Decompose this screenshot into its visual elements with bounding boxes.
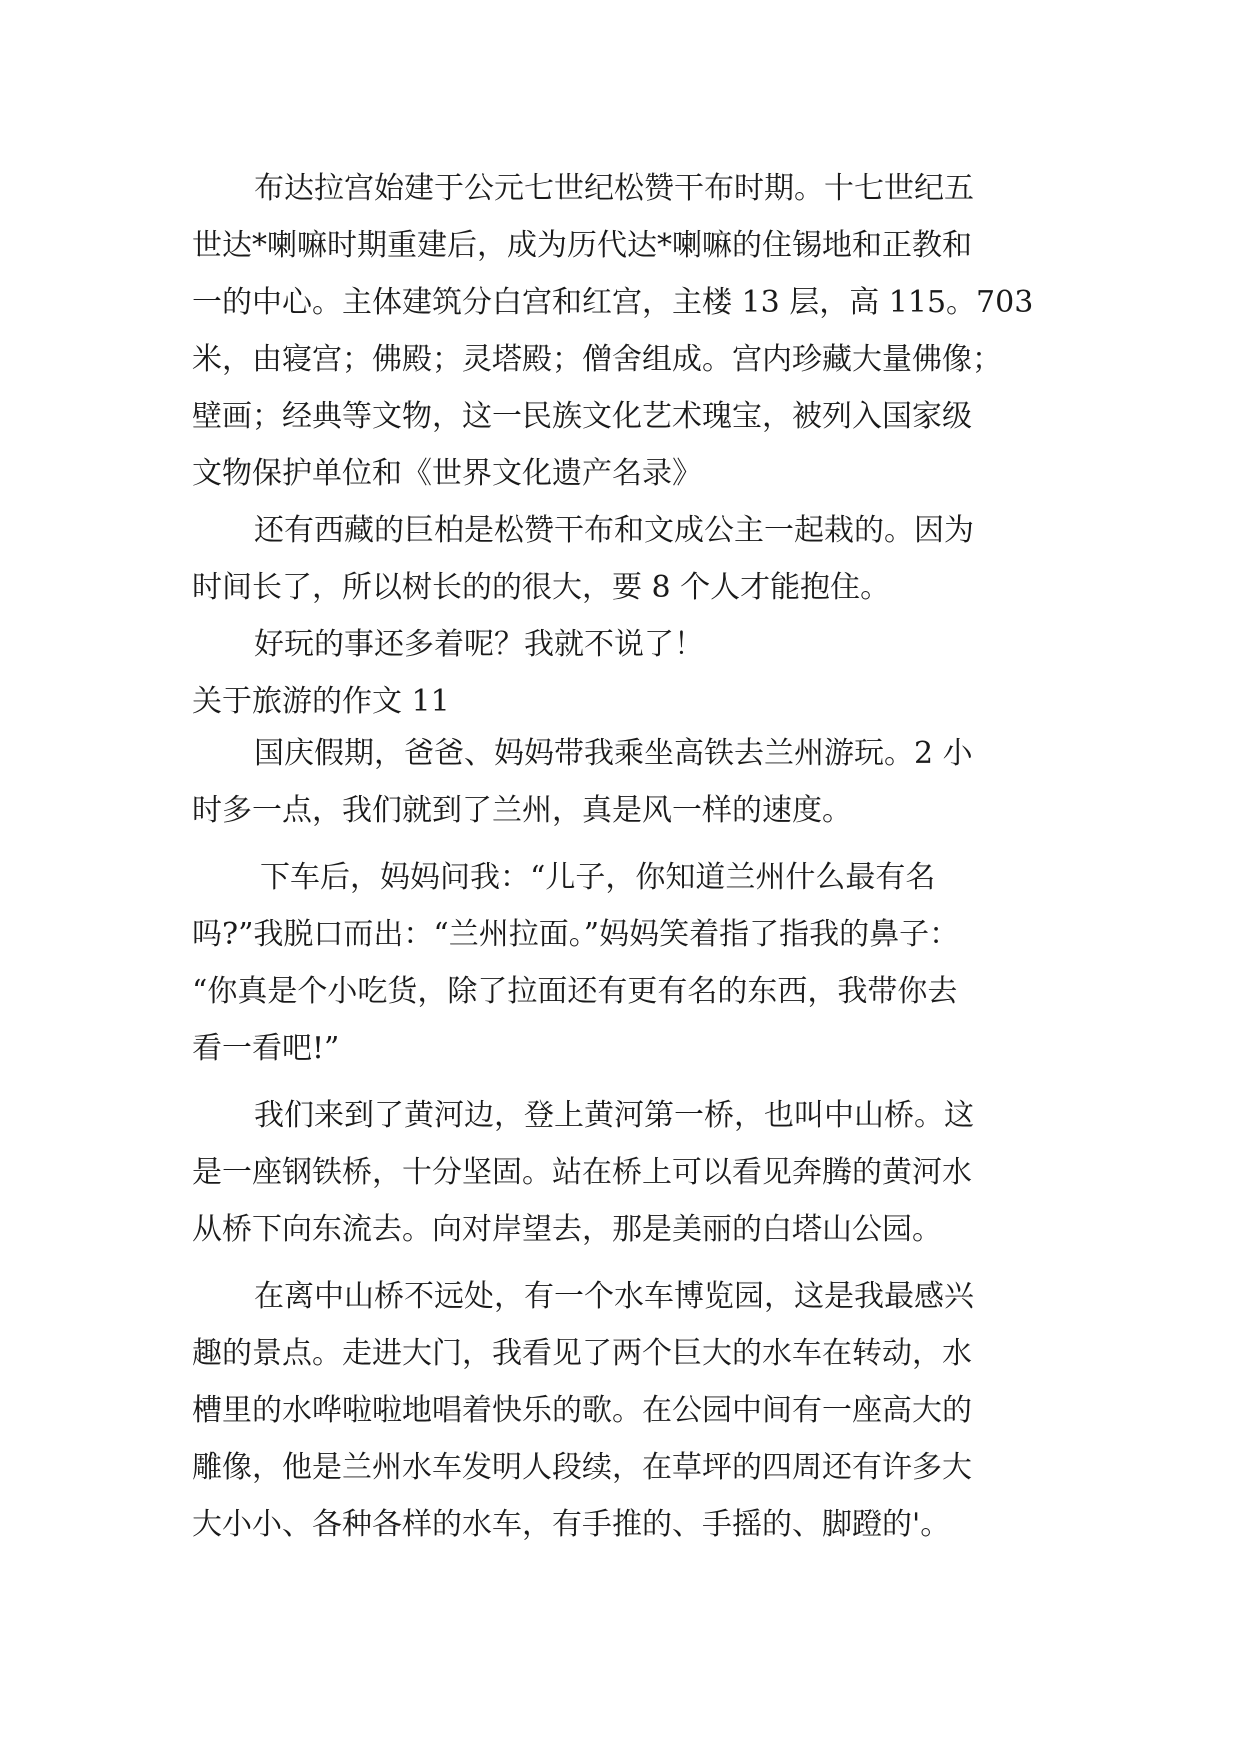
paragraph-waterwheel	[192, 1268, 1052, 1553]
text-line: “你真是个小吃货，除了拉面还有更有名的东西，我带你去	[192, 974, 958, 1009]
text-line: 趣的景点。走进大门，我看见了两个巨大的水车在转动，水	[192, 1336, 972, 1371]
essay-heading: 关于旅游的作文 11	[192, 684, 450, 719]
text-line: 时多一点，我们就到了兰州，真是风一样的速度。	[192, 793, 852, 828]
text-line: 好玩的事还多着呢？我就不说了！	[254, 627, 704, 662]
text-line: 是一座钢铁桥，十分坚固。站在桥上可以看见奔腾的黄河水	[192, 1155, 972, 1190]
text-line: 吗?”我脱口而出：“兰州拉面。”妈妈笑着指了指我的鼻子：	[192, 917, 960, 952]
text-line: 一的中心。主体建筑分白宫和红宫，主楼 13 层，高 115。703	[192, 285, 1034, 320]
text-line: 国庆假期，爸爸、妈妈带我乘坐高铁去兰州游玩。2 小	[254, 736, 973, 771]
paragraph-fun	[192, 616, 1052, 673]
text-line: 看一看吧!”	[192, 1031, 340, 1066]
text-line: 大小小、各种各样的水车，有手推的、手摇的、脚蹬的'。	[192, 1507, 951, 1542]
text-line: 米，由寝宫；佛殿；灵塔殿；僧舍组成。宫内珍藏大量佛像；	[192, 342, 1002, 377]
text-line: 在离中山桥不远处，有一个水车博览园，这是我最感兴	[254, 1279, 974, 1314]
text-line: 布达拉宫始建于公元七世纪松赞干布时期。十七世纪五	[254, 171, 974, 206]
text-line: 世达*喇嘛时期重建后，成为历代达*喇嘛的住锡地和正教和	[192, 228, 972, 263]
text-line: 槽里的水哗啦啦地唱着快乐的歌。在公园中间有一座高大的	[192, 1393, 972, 1428]
paragraph-national-day	[192, 725, 1052, 839]
text-line: 文物保护单位和《世界文化遗产名录》	[192, 456, 702, 491]
text-line: 时间长了，所以树长的的很大，要 8 个人才能抱住。	[192, 570, 891, 605]
text-line: 壁画；经典等文物，这一民族文化艺术瑰宝，被列入国家级	[192, 399, 972, 434]
text-line: 雕像，他是兰州水车发明人段续，在草坪的四周还有许多大	[192, 1450, 972, 1485]
text-line: 还有西藏的巨柏是松赞干布和文成公主一起栽的。因为	[254, 513, 974, 548]
document-body	[192, 160, 1052, 1553]
text-line: 下车后，妈妈问我：“儿子，你知道兰州什么最有名	[260, 860, 936, 895]
text-line: 从桥下向东流去。向对岸望去，那是美丽的白塔山公园。	[192, 1212, 942, 1247]
paragraph-dialogue	[192, 849, 1052, 1077]
paragraph-potala	[192, 160, 1052, 502]
text-line: 我们来到了黄河边，登上黄河第一桥，也叫中山桥。这	[254, 1098, 974, 1133]
paragraph-yellow-river	[192, 1087, 1052, 1258]
paragraph-cypress	[192, 502, 1052, 616]
